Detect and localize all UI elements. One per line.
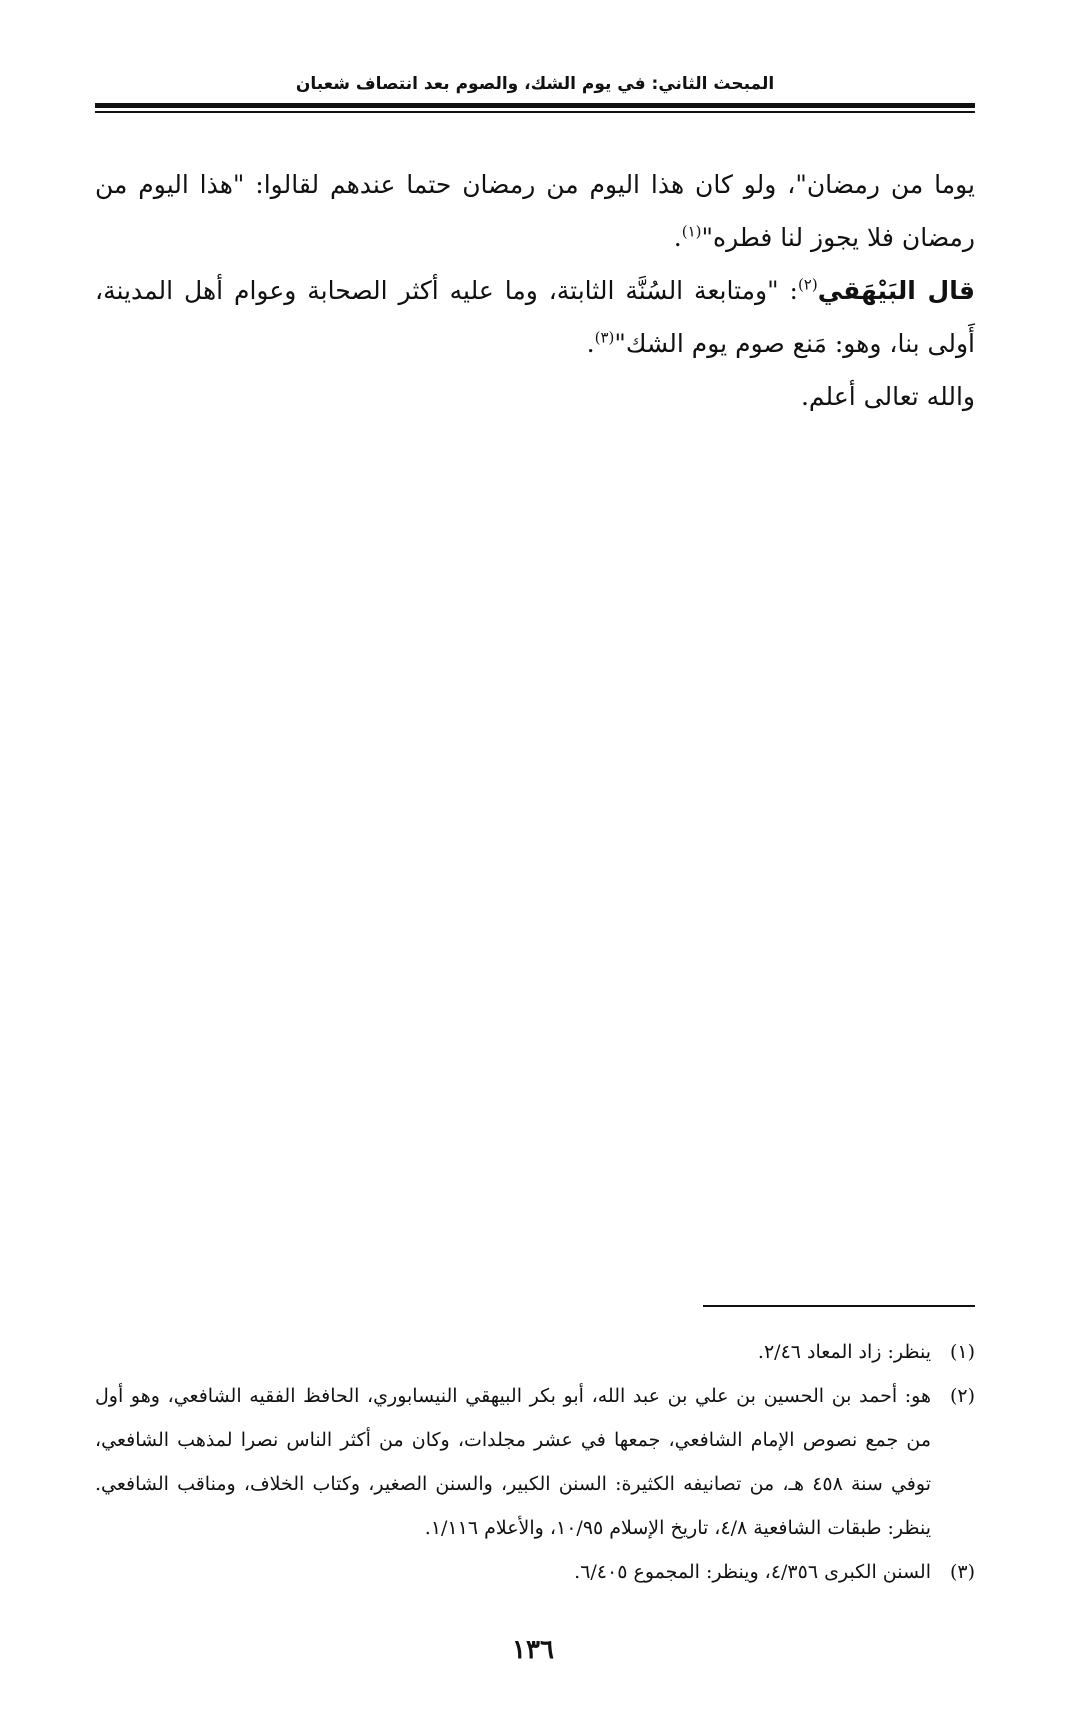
- footnote-ref-1: (١): [681, 222, 702, 241]
- paragraph-1: [95, 158, 975, 264]
- paragraph-1-end: .: [673, 223, 682, 252]
- footnote-number: (٢): [949, 1385, 975, 1407]
- footnote-text: السنن الكبرى ٤/٣٥٦، وينظر: المجموع ٦/٤٠٥.: [574, 1561, 931, 1583]
- footnote-3: [95, 1550, 975, 1594]
- footnote-number: (٣): [949, 1561, 975, 1583]
- main-text: [95, 158, 975, 423]
- footnote-ref-3: (٣): [594, 328, 615, 347]
- footnote-text: ينظر: زاد المعاد ٢/٤٦.: [757, 1341, 931, 1363]
- header-rule-thin: [95, 111, 975, 113]
- paragraph-3: والله تعالى أعلم.: [800, 382, 975, 411]
- footnote-number: (١): [949, 1341, 975, 1363]
- footnote-2: [95, 1374, 975, 1550]
- paragraph-2: [95, 264, 975, 370]
- footnote-1: [95, 1330, 975, 1374]
- page-number: ١٣٦: [512, 1635, 554, 1665]
- footnote-text: هو: أحمد بن الحسين بن علي بن عبد الله، أبو بكر البيهقي النيسابوري، الحافظ الفقيه الشافعي، وهو أول من جمع نصوص الإمام الشافعي، جمعها في عشر مجلدات، وكان من أكثر الناس نصرا لمذهب الشافعي، توفي سنة ٤٥٨ هـ، من تصانيفه الكثيرة: السنن الكبير، والسنن الصغير، وكتاب الخلاف، ومناقب الشافعي. ينظر: طبقات الشافعية ٤/٨، تاريخ الإسلام ١٠/٩٥، والأعلام ١/١١٦.: [95, 1385, 931, 1539]
- footnotes: [95, 1330, 975, 1594]
- header-rule-thick: [95, 103, 975, 108]
- footnote-ref-2: (٢): [797, 275, 818, 294]
- footnote-separator: [703, 1305, 975, 1307]
- paragraph-1-text: يوما من رمضان"، ولو كان هذا اليوم من رمضان حتما عندهم لقالوا: "هذا اليوم من رمضان فلا يجوز لنا فطره": [95, 170, 975, 252]
- speaker-name: قال البَيْهَقي: [817, 276, 975, 305]
- paragraph-2-text: : "ومتابعة السُنَّة الثابتة، وما عليه أكثر الصحابة وعوام أهل المدينة، أَولى بنا، وهو: مَنع صوم يوم الشك": [95, 276, 975, 358]
- paragraph-2-end: .: [586, 329, 595, 358]
- running-title: المبحث الثاني: في يوم الشك، والصوم بعد انتصاف شعبان: [295, 74, 775, 94]
